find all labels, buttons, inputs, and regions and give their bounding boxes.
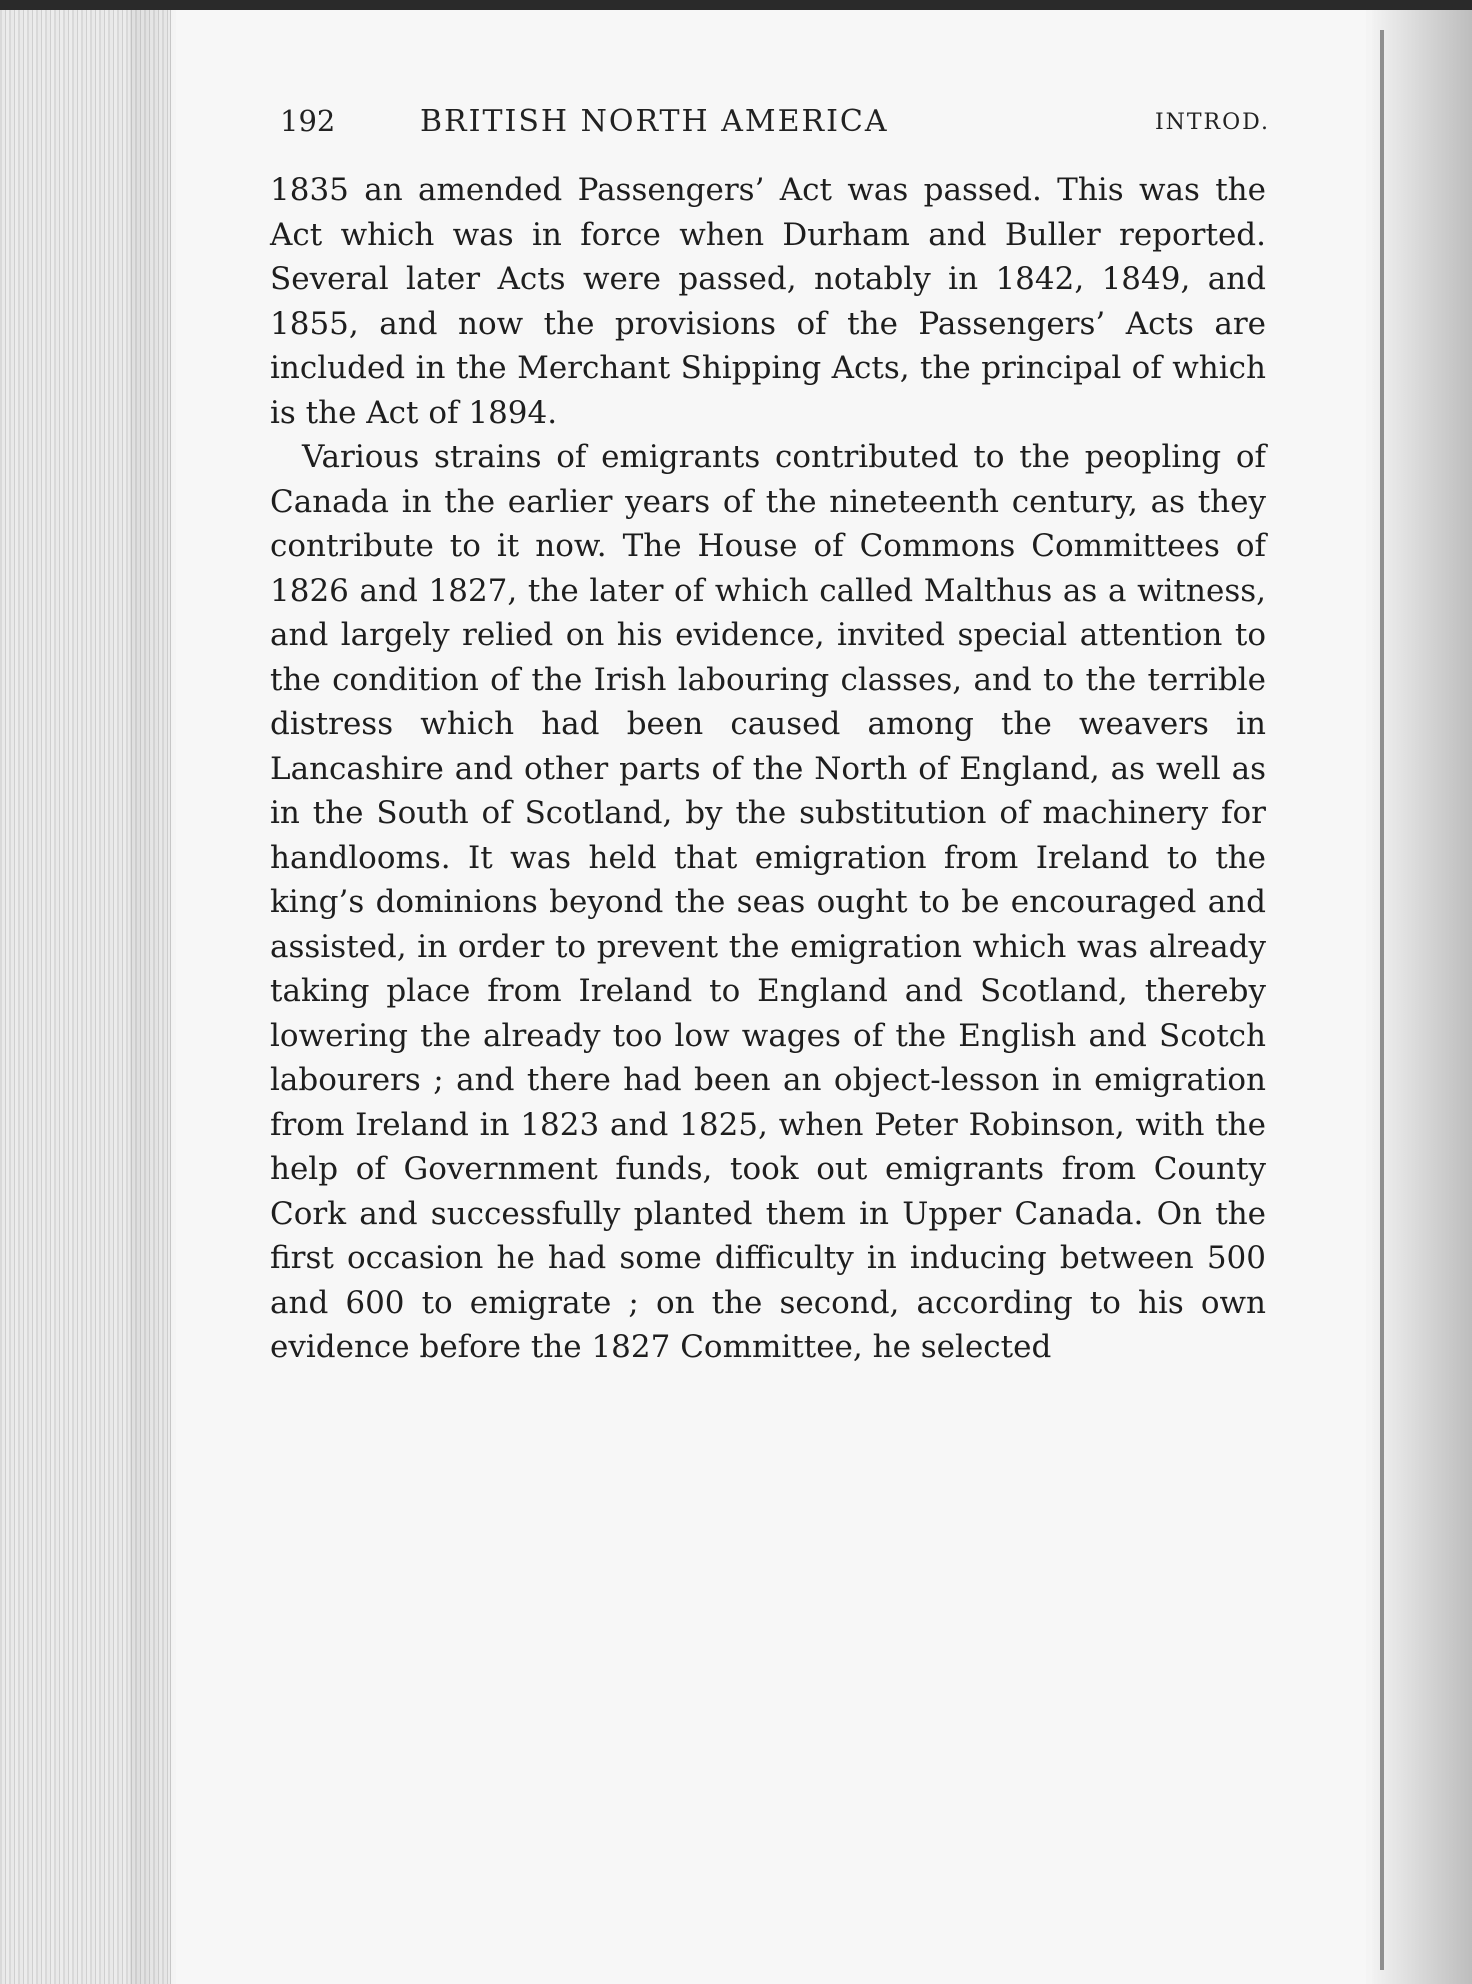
book-edge-right (1372, 10, 1472, 1984)
book-edge-line (1380, 30, 1384, 1970)
gutter-shadow (130, 10, 175, 1984)
scan-top-border (0, 0, 1472, 10)
paragraph-emigrants: Various strains of emigrants contributed to the peopling of Canada in the earlier years of the nineteenth century, as they contribute to it now. The House of Commons Committees of 1826 and 1827, the later of which called Malthus as a witness, and largely relied on his evidence, invited special attention to the condition of the Irish labouring classes, and to the terrible distress which had been caused among the weavers in Lancashire and other parts of the North of England, as well as in the South of Scotland, by the substitution of machinery for handlooms. It was held that emigration from Ireland to the king’s dominions beyond the seas ought to be encouraged and assisted, in order to prevent the emigration which was already taking place from Ireland to England and Scotland, thereby lowering the already too low wages of the English and Scotch labourers ; and there had been an object-lesson in emigration from Ireland in 1823 and 1825, when Peter Robinson, with the help of Government funds, took out emigrants from County Cork and successfully planted them in Upper Canada. On the first occasion he had some difficulty in inducing between 500 and 600 to emigrate ; on the second, according to his own evidence before the 1827 Committee, he selected (270, 439, 1266, 1365)
running-header (280, 104, 1270, 154)
section-label: INTROD. (1154, 110, 1270, 135)
running-title: BRITISH NORTH AMERICA (420, 104, 889, 139)
body-text (270, 168, 1266, 1370)
page-number: 192 (280, 104, 336, 138)
paragraph-continuation: 1835 an amended Passengers’ Act was passed. This was the Act which was in force when Durham and Buller reported. Several later Acts were passed, notably in 1842, 1849, and 1855, and now the provisions of the Passengers’ Acts are included in the Merchant Shipping Acts, the principal of which is the Act of 1894. (270, 172, 1266, 431)
